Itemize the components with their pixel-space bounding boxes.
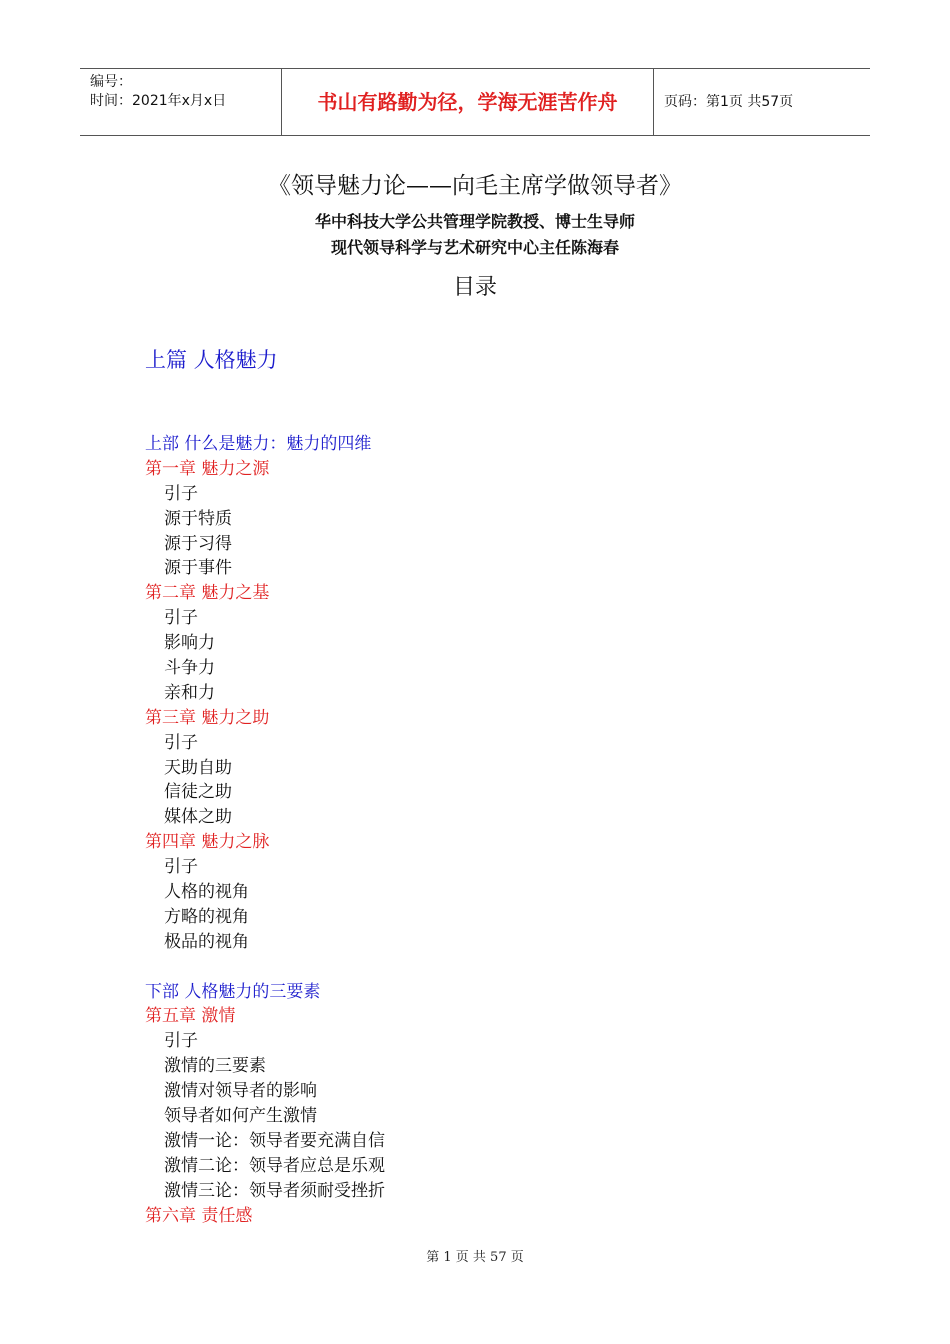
toc-item: 影响力 [164,633,215,654]
author-affiliation: 华中科技大学公共管理学院教授、博士生导师 [314,212,635,231]
toc-item: 引子 [164,857,198,878]
header-meta-cell [80,69,281,135]
header-page-info: 页码：第1页 共57页 [664,94,794,110]
toc-item: 天助自助 [164,757,232,778]
toc-item: 激情三论：领导者须耐受挫折 [164,1180,385,1201]
toc-section: 下部 人格魅力的三要素 [145,981,321,1002]
toc-chapter: 第四章 魅力之脉 [145,832,270,853]
toc-item: 领导者如何产生激情 [164,1106,317,1127]
toc-section: 上部 什么是魅力：魅力的四维 [145,434,372,454]
toc-item: 激情二论：领导者应总是乐观 [164,1155,385,1176]
page-footer: 第 1 页 共 57 页 [426,1250,524,1265]
part-title: 上篇 人格魅力 [145,348,278,372]
toc-heading: 目录 [452,275,497,300]
toc-item: 引子 [164,1031,198,1052]
table-of-contents [145,432,845,1229]
toc-item: 方略的视角 [164,906,249,927]
toc-item: 激情一论：领导者要充满自信 [164,1130,385,1151]
toc-item: 源于事件 [164,558,232,579]
toc-chapter: 第六章 责任感 [145,1205,253,1226]
toc-item: 引子 [164,608,198,629]
toc-item: 亲和力 [164,682,215,703]
toc-item: 引子 [164,732,198,753]
toc-item: 引子 [164,483,198,504]
toc-blank [145,955,845,980]
number-label: 编号： [90,74,132,90]
toc-item: 极品的视角 [164,931,249,952]
toc-item: 信徒之助 [164,782,232,803]
toc-chapter: 第一章 魅力之源 [145,458,270,479]
toc-item: 源于特质 [164,508,232,529]
document-title: 《领导魅力论——向毛主席学做领导者》 [268,173,682,199]
toc-item: 激情对领导者的影响 [164,1081,317,1102]
header-table [80,68,870,136]
toc-chapter: 第三章 魅力之助 [145,707,270,728]
toc-item: 激情的三要素 [164,1056,266,1077]
toc-item: 源于习得 [164,533,232,554]
author-position: 现代领导科学与艺术研究中心主任陈海春 [330,238,619,257]
header-motto: 书山有路勤为径，学海无涯苦作舟 [281,69,654,135]
toc-item: 媒体之助 [164,807,232,828]
toc-item: 斗争力 [164,658,215,679]
toc-item: 人格的视角 [164,882,249,903]
time-label: 时间：2021年x月x日 [90,93,227,109]
toc-chapter: 第五章 激情 [145,1006,236,1027]
toc-chapter: 第二章 魅力之基 [145,583,270,604]
